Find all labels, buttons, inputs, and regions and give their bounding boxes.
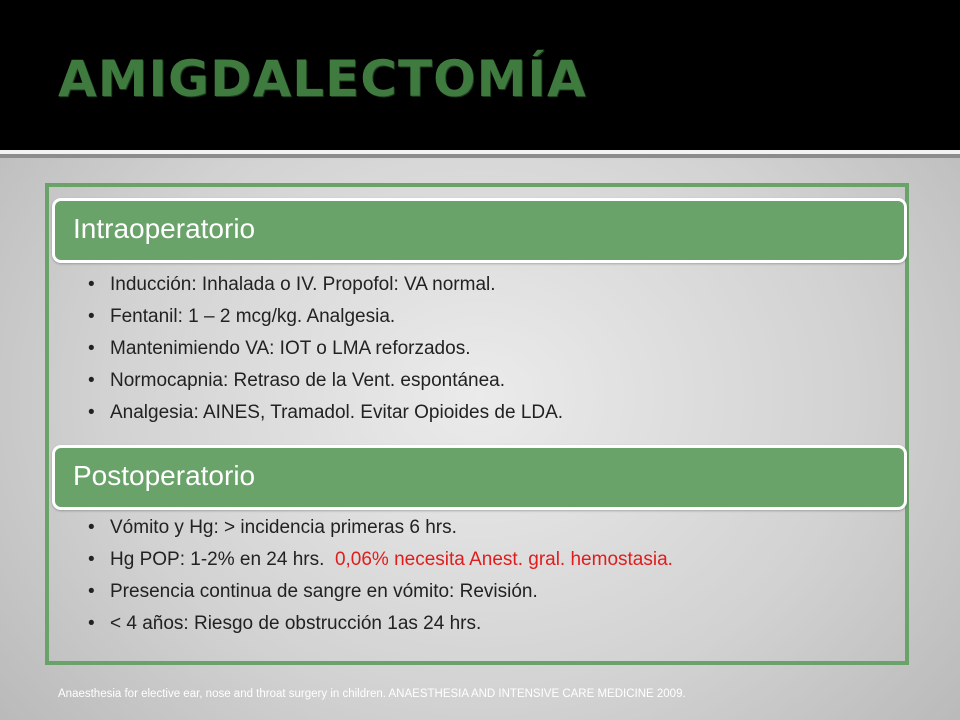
list-item-hemorrhage	[88, 544, 673, 576]
postoperatorio-list	[88, 512, 673, 640]
section-header-postoperatorio	[52, 445, 907, 510]
section-header-intraoperatorio	[52, 198, 907, 263]
intraoperatorio-list	[88, 269, 563, 429]
list-item: • Presencia continua de sangre en vómito: Revisión.	[88, 576, 673, 608]
list-item: • Analgesia: AINES, Tramadol. Evitar Opioides de LDA.	[88, 397, 563, 429]
list-item-text: Hg POP: 1-2% en 24 hrs.	[110, 549, 325, 570]
list-item: • < 4 años: Riesgo de obstrucción 1as 24 hrs.	[88, 608, 673, 640]
highlight-text: 0,06% necesita Anest. gral. hemostasia.	[334, 549, 673, 570]
citation-footnote: Anaesthesia for elective ear, nose and throat surgery in children. ANAESTHESIA AND INTENSIVE CARE MEDICINE 2009.	[58, 688, 686, 700]
list-item: • Vómito y Hg: > incidencia primeras 6 hrs.	[88, 512, 673, 544]
list-item: • Normocapnia: Retraso de la Vent. espontánea.	[88, 365, 563, 397]
list-item: • Mantenimiendo VA: IOT o LMA reforzados.	[88, 333, 563, 365]
section-header-label: Postoperatorio	[73, 460, 256, 491]
section-header-label: Intraoperatorio	[73, 213, 256, 244]
title-bar	[0, 0, 960, 150]
title-divider-shadow	[0, 154, 960, 158]
slide-title: AMIGDALECTOMÍA	[58, 50, 587, 108]
list-item: • Inducción: Inhalada o IV. Propofol: VA normal.	[88, 269, 563, 301]
list-item: • Fentanil: 1 – 2 mcg/kg. Analgesia.	[88, 301, 563, 333]
